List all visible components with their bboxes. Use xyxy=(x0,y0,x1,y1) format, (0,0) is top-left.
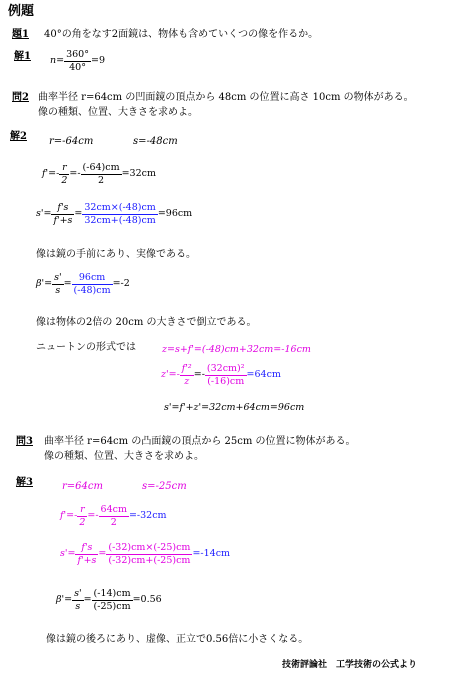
eq-rhs: =9 xyxy=(90,55,105,67)
eq-lhs: β'= xyxy=(56,594,73,606)
solution-1-equation xyxy=(50,50,105,72)
solution-2-magnification-eq xyxy=(36,273,130,295)
eq-num: s' xyxy=(74,588,82,599)
eq-den: (-48)cm xyxy=(73,284,111,296)
solution-3-image-distance-eq xyxy=(60,543,230,565)
footer-source: 技術評論社 工学技術の公式より xyxy=(282,660,418,670)
eq-rhs: =-2 xyxy=(112,278,130,290)
eq-lhs: z'=- xyxy=(161,369,180,381)
eq-den: 2 xyxy=(98,174,105,186)
eq-lhs: f'=- xyxy=(60,510,78,522)
solution-2-image-distance-eq xyxy=(36,203,192,225)
solution-3-conclusion: 像は鏡の後ろにあり、虚像、正立で0.56倍に小さくなる。 xyxy=(46,634,309,645)
eq-rhs: =-14cm xyxy=(192,548,231,560)
eq-rhs: =0.56 xyxy=(132,594,162,606)
eq-rhs: =32cm xyxy=(121,168,156,180)
eq-mid: = xyxy=(98,548,107,560)
eq-den: 40° xyxy=(69,61,86,73)
problem-2-line2: 像の種類、位置、大きさを求めよ。 xyxy=(38,107,198,118)
eq-num: f'² xyxy=(181,363,192,374)
eq-den: 2 xyxy=(110,516,117,528)
page-title: 例題 xyxy=(8,4,35,19)
eq-mid: = xyxy=(83,594,92,606)
problem-1-text: 40°の角をなす2面鏡は、物体も含めていくつの像を作るか。 xyxy=(44,29,319,40)
eq-num: 96cm xyxy=(72,273,113,285)
eq-num: 360° xyxy=(66,49,89,60)
newton-form-label: ニュートンの形式では xyxy=(36,342,136,353)
eq-den: z xyxy=(184,375,190,387)
eq-num: (-64)cm xyxy=(82,162,120,173)
eq-den: s xyxy=(55,284,61,296)
solution-2-label: 解2 xyxy=(10,131,27,142)
eq-rhs: =96cm xyxy=(157,208,193,220)
eq-num: (32cm)² xyxy=(206,363,245,374)
solution-3-r: r=64cm xyxy=(62,481,103,492)
eq-den: f'+s xyxy=(53,214,73,226)
solution-2-real-image-text: 像は鏡の手前にあり、実像である。 xyxy=(36,249,196,260)
problem-2-line1: 曲率半径 r=64cm の凹面鏡の頂点から 48cm の位置に高さ 10cm の物体がある。 xyxy=(38,92,414,103)
eq-den: (-16)cm xyxy=(207,375,245,387)
eq-lhs: β'= xyxy=(36,278,53,290)
solution-3-s: s=-25cm xyxy=(142,481,187,492)
eq-mid: =- xyxy=(87,510,99,522)
problem-1-label: 題1 xyxy=(12,29,29,40)
eq-rhs: =-32cm xyxy=(128,510,167,522)
eq-num: (-14)cm xyxy=(93,588,131,599)
solution-2-r: r=-64cm xyxy=(49,136,94,147)
eq-num: (-32)cm×(-25)cm xyxy=(108,542,191,553)
eq-rhs: =64cm xyxy=(246,369,281,381)
problem-3-label: 問3 xyxy=(16,436,33,447)
newton-sprime-eq: s'=f'+z'=32cm+64cm=96cm xyxy=(164,402,305,413)
solution-3-label: 解3 xyxy=(16,477,33,488)
solution-3-focal-eq xyxy=(60,505,167,527)
eq-num: r xyxy=(59,163,69,175)
newton-zprime-eq xyxy=(161,364,281,386)
eq-lhs: n= xyxy=(50,55,65,67)
solution-2-size-text: 像は物体の2倍の 20cm の大きさで倒立である。 xyxy=(36,317,257,328)
eq-den: 2 xyxy=(61,174,68,186)
solution-1-label: 解1 xyxy=(14,51,31,62)
eq-lhs: s'= xyxy=(60,548,76,560)
eq-den: 2 xyxy=(79,516,86,528)
eq-num: f's xyxy=(51,203,74,215)
eq-den: f'+s xyxy=(77,554,97,566)
solution-2-s: s=-48cm xyxy=(133,136,178,147)
eq-den: 32cm+(-48)cm xyxy=(84,214,156,226)
eq-mid: = xyxy=(74,208,83,220)
problem-3-line2: 像の種類、位置、大きさを求めよ。 xyxy=(44,451,204,462)
solution-3-magnification-eq xyxy=(56,589,162,611)
eq-num: r xyxy=(77,505,87,517)
eq-mid: =- xyxy=(69,168,81,180)
problem-2-label: 問2 xyxy=(12,92,29,103)
eq-den: (-32)cm+(-25)cm xyxy=(108,554,191,566)
eq-mid: =- xyxy=(193,369,205,381)
eq-lhs: s'= xyxy=(36,208,52,220)
eq-den: (-25)cm xyxy=(93,600,131,612)
eq-mid: = xyxy=(63,278,72,290)
eq-num: f's xyxy=(75,543,98,555)
newton-z-eq: z=s+f'=(-48)cm+32cm=-16cm xyxy=(162,344,311,355)
eq-den: s xyxy=(75,600,81,612)
eq-lhs: f'=- xyxy=(42,168,60,180)
problem-3-line1: 曲率半径 r=64cm の凸面鏡の頂点から 25cm の位置に物体がある。 xyxy=(44,436,356,447)
solution-2-focal-eq xyxy=(42,163,156,185)
eq-num: 32cm×(-48)cm xyxy=(84,202,156,213)
eq-num: 64cm xyxy=(100,504,127,515)
eq-num: s' xyxy=(54,272,62,283)
